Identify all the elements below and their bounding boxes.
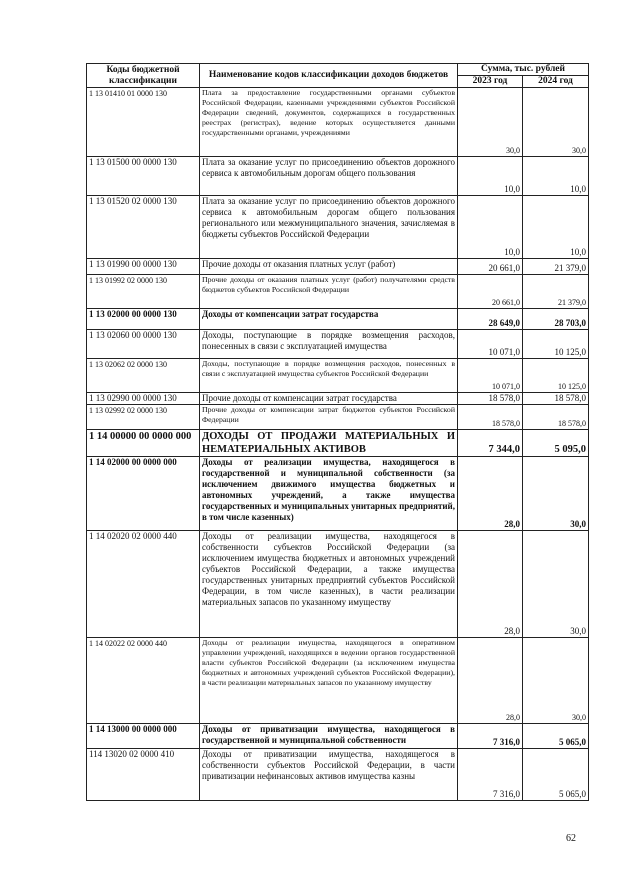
table-row	[87, 405, 589, 430]
row-value-2024: 5 065,0	[523, 749, 589, 801]
row-value-2024: 5 065,0	[523, 724, 589, 749]
row-value-2024: 10 125,0	[523, 330, 589, 359]
row-code: 1 13 02992 02 0000 130	[87, 405, 200, 430]
table-row	[87, 430, 589, 457]
row-code: 1 14 13000 00 0000 000	[87, 724, 200, 749]
row-code: 1 13 02060 00 0000 130	[87, 330, 200, 359]
row-name: Прочие доходы от компенсации затрат государства	[200, 393, 458, 405]
row-value-2024: 5 095,0	[523, 430, 589, 457]
row-name: Прочие доходы от компенсации затрат бюджетов субъектов Российской Федерации	[200, 405, 458, 430]
row-code: 1 13 01992 02 0000 130	[87, 275, 200, 309]
row-value-2024: 21 379,0	[523, 275, 589, 309]
header-name: Наименование кодов классификации доходов бюджетов	[200, 64, 458, 88]
row-value-2023: 20 661,0	[458, 259, 523, 275]
row-value-2024: 10,0	[523, 196, 589, 259]
row-code: 1 13 02990 00 0000 130	[87, 393, 200, 405]
row-code: 1 13 01500 00 0000 130	[87, 157, 200, 196]
table-row	[87, 157, 589, 196]
row-name: Доходы от реализации имущества, находящегося в оперативном управлении учреждений, находящихся в ведении органов государственной власти субъектов Российской Федерации (за исключением имущества бюджетных и автономных учреждений субъектов Российской Федерации), в части реализации материальных запасов по указанному имуществу	[200, 638, 458, 724]
row-value-2024: 30,0	[523, 88, 589, 157]
row-name: Доходы, поступающие в порядке возмещения расходов, понесенных в связи с эксплуатацией имущества субъектов Российской Федерации	[200, 359, 458, 393]
row-value-2024: 21 379,0	[523, 259, 589, 275]
row-code: 1 14 02000 00 0000 000	[87, 457, 200, 531]
row-code: 114 13020 02 0000 410	[87, 749, 200, 801]
row-value-2023: 28,0	[458, 531, 523, 638]
row-value-2023: 7 316,0	[458, 724, 523, 749]
row-name: Плата за оказание услуг по присоединению объектов дорожного сервиса к автомобильным дорогам общего пользования	[200, 157, 458, 196]
row-value-2023: 28 649,0	[458, 309, 523, 330]
table-row	[87, 275, 589, 309]
row-value-2023: 28,0	[458, 457, 523, 531]
row-code: 1 13 01990 00 0000 130	[87, 259, 200, 275]
row-name: Доходы от реализации имущества, находящегося в собственности субъектов Российской Федерации (за исключением имущества бюджетных и автономных учреждений субъектов Российской Федерации, а также имущества государственных унитарных предприятий субъектов Российской Федерации, в том числе казенных), в части реализации материальных запасов по указанному имуществу	[200, 531, 458, 638]
budget-table-sheet	[86, 63, 588, 801]
row-value-2024: 10 125,0	[523, 359, 589, 393]
row-name: Доходы от реализации имущества, находящегося в государственной и муниципальной собственности (за исключением движимого имущества бюджетных и автономных учреждений, а также имущества государственных и муниципальных унитарных предприятий, в том числе казенных)	[200, 457, 458, 531]
header-sum: Сумма, тыс. рублей	[458, 64, 589, 76]
row-value-2023: 10 071,0	[458, 359, 523, 393]
row-value-2024: 18 578,0	[523, 393, 589, 405]
row-name: Плата за оказание услуг по присоединению объектов дорожного сервиса к автомобильным дорогам общего пользования регионального или межмуниципального значения, зачисляемая в бюджеты субъектов Российской Федерации	[200, 196, 458, 259]
row-code: 1 14 02022 02 0000 440	[87, 638, 200, 724]
row-value-2024: 30,0	[523, 531, 589, 638]
table-row	[87, 531, 589, 638]
row-value-2023: 20 661,0	[458, 275, 523, 309]
row-value-2023: 18 578,0	[458, 405, 523, 430]
row-code: 1 13 02000 00 0000 130	[87, 309, 200, 330]
row-code: 1 14 00000 00 0000 000	[87, 430, 200, 457]
row-value-2024: 30,0	[523, 638, 589, 724]
table-row	[87, 196, 589, 259]
table-row	[87, 393, 589, 405]
table-row	[87, 259, 589, 275]
row-value-2024: 28 703,0	[523, 309, 589, 330]
row-value-2024: 10,0	[523, 157, 589, 196]
table-row	[87, 457, 589, 531]
table-row	[87, 638, 589, 724]
row-value-2024: 30,0	[523, 457, 589, 531]
row-value-2023: 30,0	[458, 88, 523, 157]
row-value-2024: 18 578,0	[523, 405, 589, 430]
table-row	[87, 309, 589, 330]
row-name: Прочие доходы от оказания платных услуг (работ)	[200, 259, 458, 275]
row-code: 1 13 01410 01 0000 130	[87, 88, 200, 157]
row-value-2023: 7 316,0	[458, 749, 523, 801]
row-value-2023: 10 071,0	[458, 330, 523, 359]
row-name: Прочие доходы от оказания платных услуг (работ) получателями средств бюджетов субъектов Российской Федерации	[200, 275, 458, 309]
page-number: 62	[566, 833, 576, 844]
table-row	[87, 724, 589, 749]
header-codes: Коды бюджетной классификации	[87, 64, 200, 88]
row-name: Доходы от приватизации имущества, находящегося в государственной и муниципальной собственности	[200, 724, 458, 749]
header-year-2024: 2024 год	[523, 76, 589, 88]
table-row	[87, 749, 589, 801]
row-value-2023: 10,0	[458, 196, 523, 259]
row-name: ДОХОДЫ ОТ ПРОДАЖИ МАТЕРИАЛЬНЫХ И НЕМАТЕРИАЛЬНЫХ АКТИВОВ	[200, 430, 458, 457]
row-name: Доходы от приватизации имущества, находящегося в собственности субъектов Российской Федерации, в части приватизации нефинансовых активов имущества казны	[200, 749, 458, 801]
table-row	[87, 330, 589, 359]
row-name: Доходы от компенсации затрат государства	[200, 309, 458, 330]
row-value-2023: 18 578,0	[458, 393, 523, 405]
row-value-2023: 28,0	[458, 638, 523, 724]
row-code: 1 13 01520 02 0000 130	[87, 196, 200, 259]
row-name: Плата за предоставление государственными органами субъектов Российской Федерации, казенными учреждениями субъектов Российской Федерации сведений, документов, содержащихся в государственных реестрах (регистрах), ведение которых осуществляется данными государственными органами, учреждениями	[200, 88, 458, 157]
budget-table	[86, 63, 589, 801]
table-row	[87, 88, 589, 157]
row-code: 1 13 02062 02 0000 130	[87, 359, 200, 393]
row-value-2023: 7 344,0	[458, 430, 523, 457]
row-name: Доходы, поступающие в порядке возмещения расходов, понесенных в связи с эксплуатацией имущества	[200, 330, 458, 359]
header-year-2023: 2023 год	[458, 76, 523, 88]
row-code: 1 14 02020 02 0000 440	[87, 531, 200, 638]
row-value-2023: 10,0	[458, 157, 523, 196]
table-row	[87, 359, 589, 393]
